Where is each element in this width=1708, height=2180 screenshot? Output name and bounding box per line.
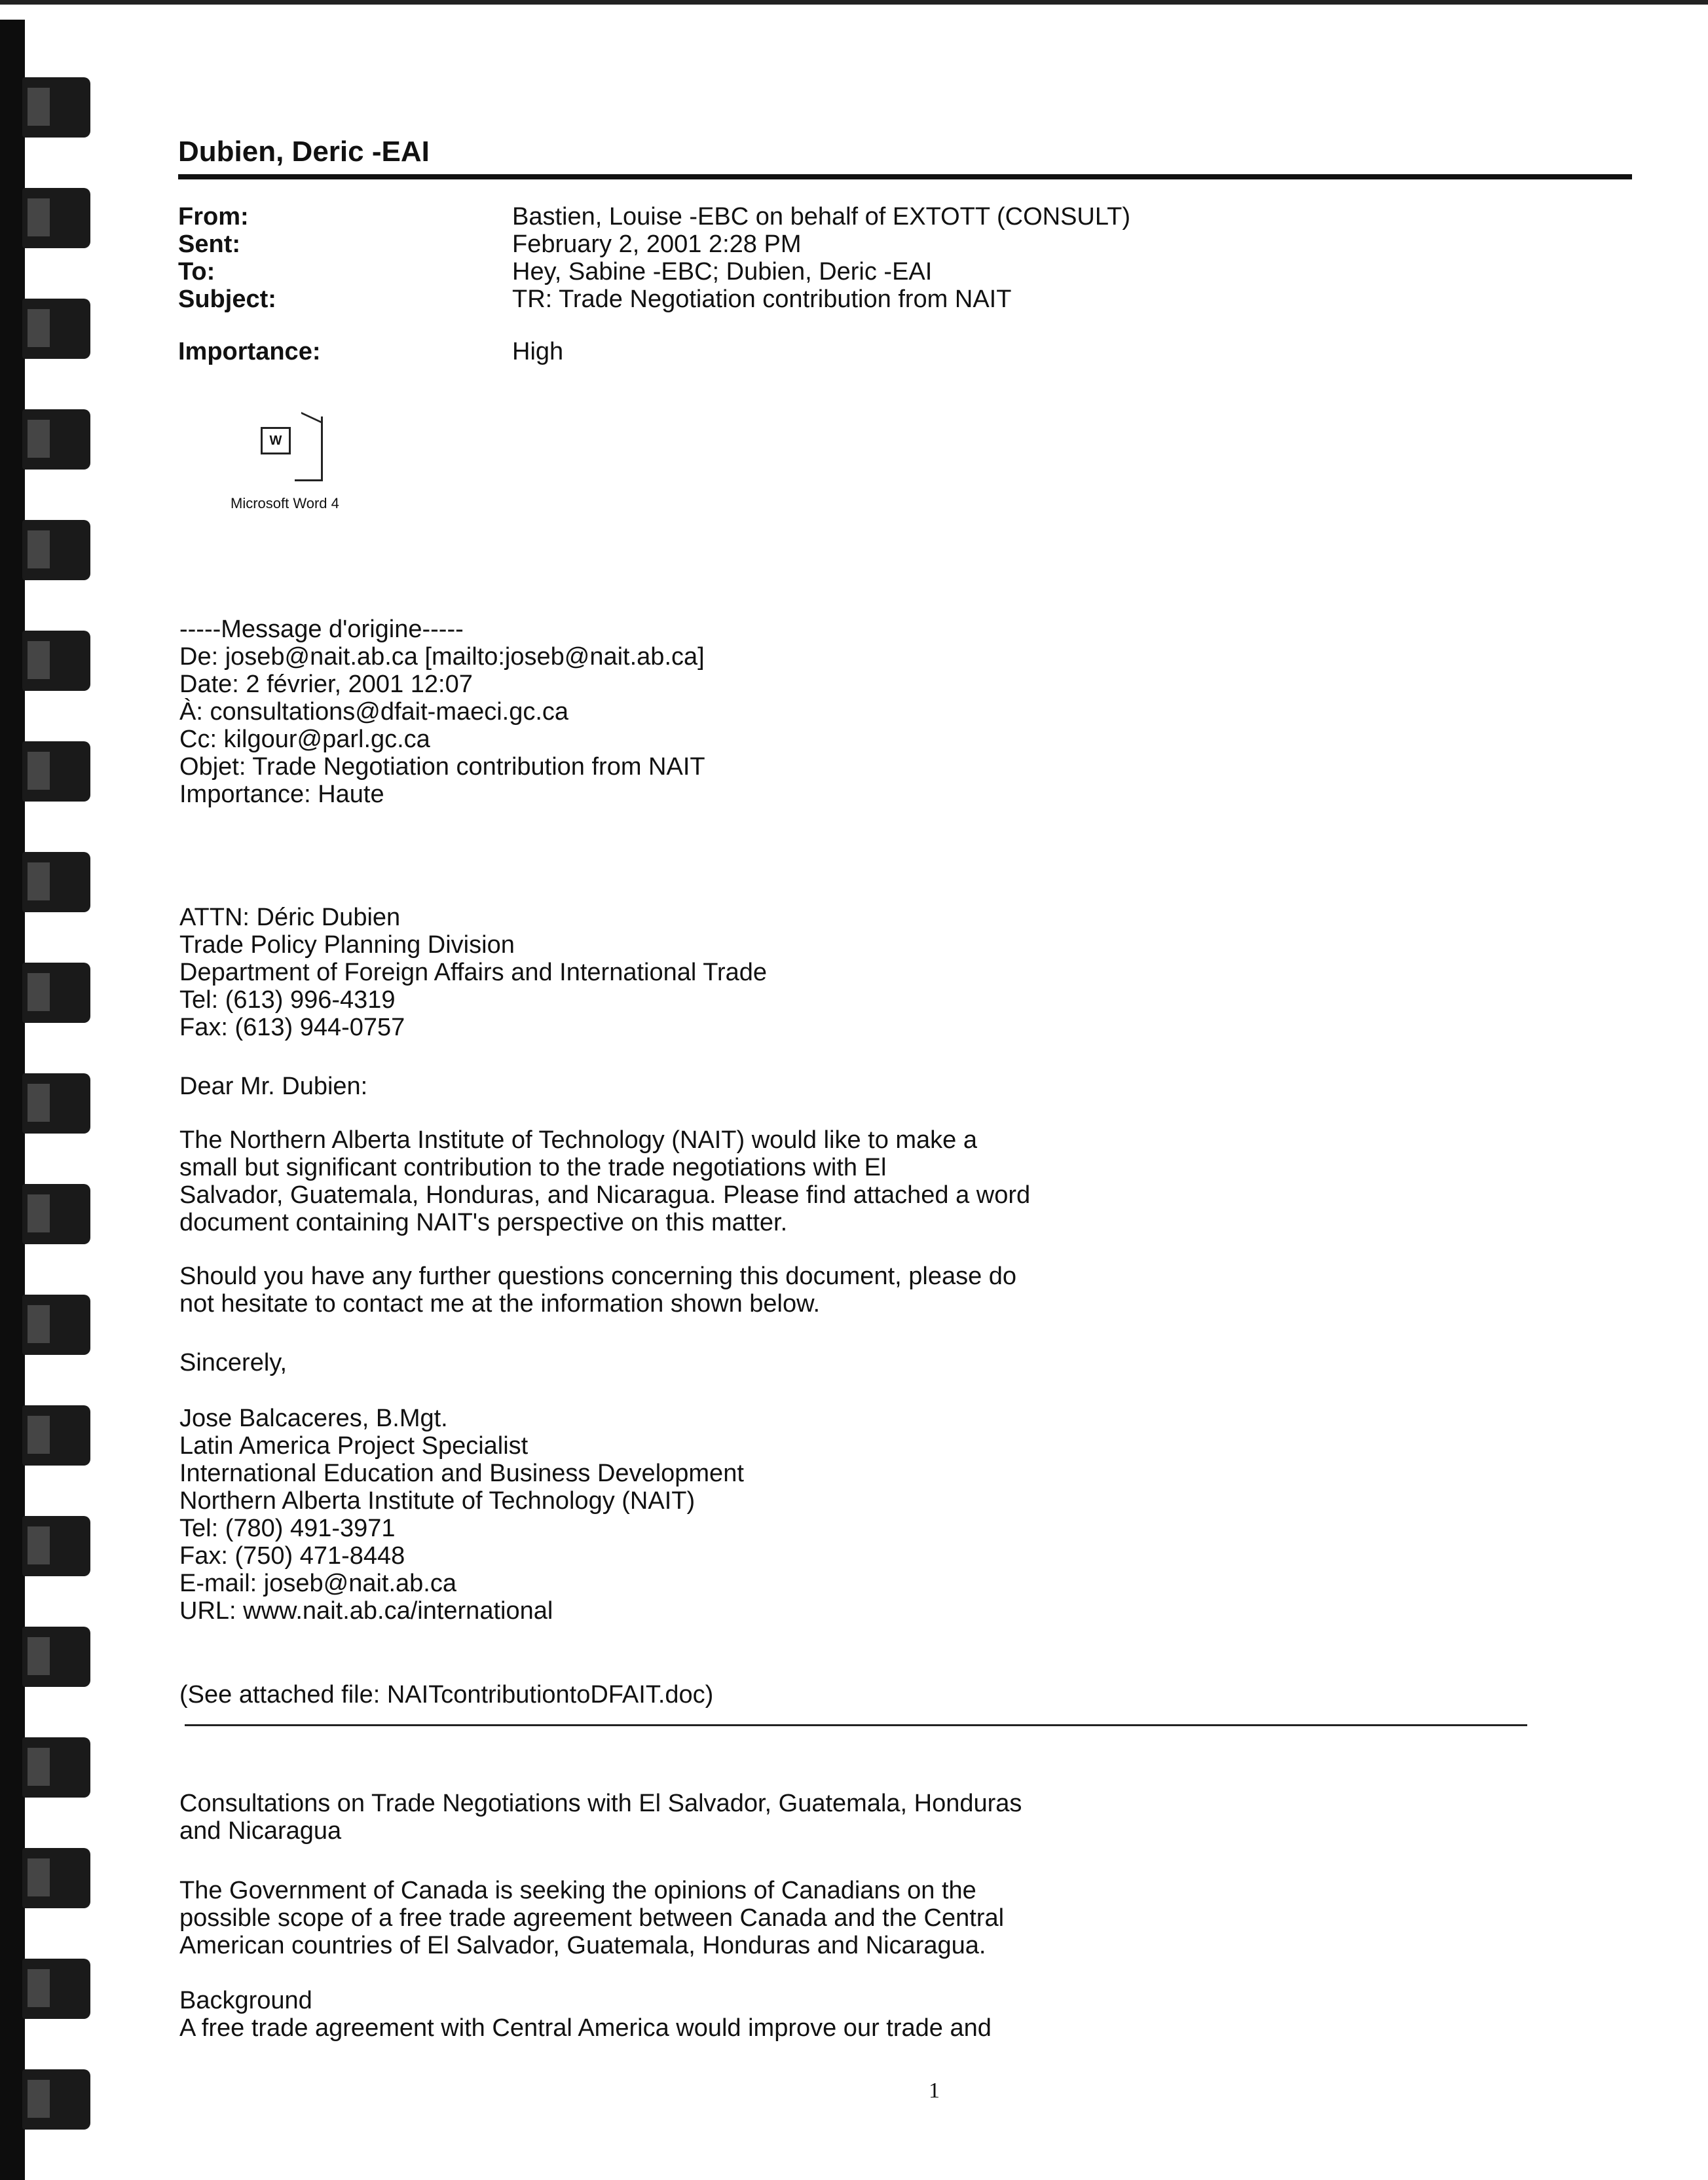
- binding-ring: [22, 409, 90, 470]
- binding-ring: [22, 1627, 90, 1687]
- binding-ring: [22, 77, 90, 138]
- message-separator: -----Message d'origine-----: [179, 616, 464, 643]
- attached-file-note: (See attached file: NAITcontributiontoDFAIT.doc): [179, 1681, 714, 1709]
- signer-tel: Tel: (780) 491-3971: [179, 1515, 396, 1542]
- importance-value: High: [512, 338, 564, 365]
- paragraph-line: Should you have any further questions concerning this document, please do: [179, 1263, 1017, 1290]
- binding-ring: [22, 963, 90, 1023]
- subject-value: TR: Trade Negotiation contribution from NAIT: [512, 286, 1012, 313]
- binding-ring: [22, 1516, 90, 1576]
- recipient-fax: Fax: (613) 944-0757: [179, 1014, 405, 1041]
- signer-url: URL: www.nait.ab.ca/international: [179, 1597, 553, 1625]
- closing: Sincerely,: [179, 1349, 288, 1376]
- binding-ring: [22, 2069, 90, 2130]
- to-label: To:: [178, 258, 215, 286]
- intro-line: American countries of El Salvador, Guatemala, Honduras and Nicaragua.: [179, 1932, 986, 1959]
- subject-label: Subject:: [178, 286, 276, 313]
- original-importance: Importance: Haute: [179, 781, 384, 808]
- signer-unit: International Education and Business Development: [179, 1460, 744, 1487]
- consultation-heading: [179, 1790, 1022, 1845]
- binding-ring: [22, 1073, 90, 1134]
- paragraph-line: Salvador, Guatemala, Honduras, and Nicaragua. Please find attached a word: [179, 1181, 1031, 1209]
- signer-org: Northern Alberta Institute of Technology (NAIT): [179, 1487, 696, 1515]
- background-section: [179, 1987, 992, 2042]
- binding-ring: [22, 1295, 90, 1355]
- recipient-block: [179, 904, 767, 1041]
- recipient-tel: Tel: (613) 996-4319: [179, 986, 396, 1014]
- paragraph-line: The Northern Alberta Institute of Technology (NAIT) would like to make a: [179, 1126, 978, 1154]
- sent-label: Sent:: [178, 231, 240, 258]
- scan-top-edge: [0, 0, 1708, 5]
- background-heading: Background: [179, 1987, 312, 2014]
- original-from: De: joseb@nait.ab.ca [mailto:joseb@nait.ab.ca]: [179, 643, 705, 671]
- consultation-intro: [179, 1877, 1004, 1959]
- paragraph-line: document containing NAIT's perspective on this matter.: [179, 1209, 788, 1236]
- page-number: 1: [929, 2078, 940, 2103]
- word-document-icon: W: [261, 427, 291, 454]
- to-value: Hey, Sabine -EBC; Dubien, Deric -EAI: [512, 258, 933, 286]
- from-label: From:: [178, 203, 249, 231]
- binding-ring: [22, 188, 90, 248]
- binding-ring: [22, 299, 90, 359]
- document-title: Dubien, Deric -EAI: [178, 136, 430, 168]
- letter-paragraph-1: [179, 1126, 1030, 1236]
- signer-name: Jose Balcaceres, B.Mgt.: [179, 1405, 448, 1432]
- binding-ring: [22, 1848, 90, 1908]
- importance-label: Importance:: [178, 338, 321, 365]
- salutation: Dear Mr. Dubien:: [179, 1073, 368, 1100]
- paragraph-line: not hesitate to contact me at the information shown below.: [179, 1290, 821, 1318]
- binding-spine: [0, 20, 25, 2180]
- signer-title: Latin America Project Specialist: [179, 1432, 529, 1460]
- binding-ring: [22, 1737, 90, 1798]
- binding-ring: [22, 1405, 90, 1466]
- division-line: Trade Policy Planning Division: [179, 931, 515, 959]
- binding-ring: [22, 520, 90, 580]
- original-date: Date: 2 février, 2001 12:07: [179, 671, 473, 698]
- heading-line: Consultations on Trade Negotiations with El Salvador, Guatemala, Honduras: [179, 1790, 1022, 1817]
- intro-line: possible scope of a free trade agreement between Canada and the Central: [179, 1904, 1005, 1932]
- heading-line: and Nicaragua: [179, 1817, 342, 1845]
- attachment-label: Microsoft Word 4: [231, 495, 339, 511]
- sent-value: February 2, 2001 2:28 PM: [512, 231, 802, 258]
- binding-ring: [22, 1959, 90, 2019]
- binding-ring: [22, 631, 90, 691]
- binding-ring: [22, 852, 90, 912]
- from-value: Bastien, Louise -EBC on behalf of EXTOTT (CONSULT): [512, 203, 1131, 231]
- section-divider: [185, 1724, 1527, 1726]
- original-to: À: consultations@dfait-maeci.gc.ca: [179, 698, 569, 726]
- word-attachment[interactable]: [216, 414, 373, 512]
- original-cc: Cc: kilgour@parl.gc.ca: [179, 726, 430, 753]
- title-rule: [178, 174, 1632, 179]
- signer-email: E-mail: joseb@nait.ab.ca: [179, 1570, 456, 1597]
- original-message: [179, 616, 705, 808]
- signature-block: [179, 1405, 744, 1625]
- attn-line: ATTN: Déric Dubien: [179, 904, 401, 931]
- letter-paragraph-2: [179, 1263, 1016, 1318]
- page-icon: [295, 416, 323, 481]
- binding-ring: [22, 1184, 90, 1244]
- paragraph-line: small but significant contribution to the trade negotiations with El: [179, 1154, 887, 1181]
- binding-ring: [22, 741, 90, 802]
- department-line: Department of Foreign Affairs and International Trade: [179, 959, 768, 986]
- background-text: A free trade agreement with Central America would improve our trade and: [179, 2014, 992, 2042]
- original-subject: Objet: Trade Negotiation contribution from NAIT: [179, 753, 705, 781]
- signer-fax: Fax: (750) 471-8448: [179, 1542, 405, 1570]
- intro-line: The Government of Canada is seeking the opinions of Canadians on the: [179, 1877, 976, 1904]
